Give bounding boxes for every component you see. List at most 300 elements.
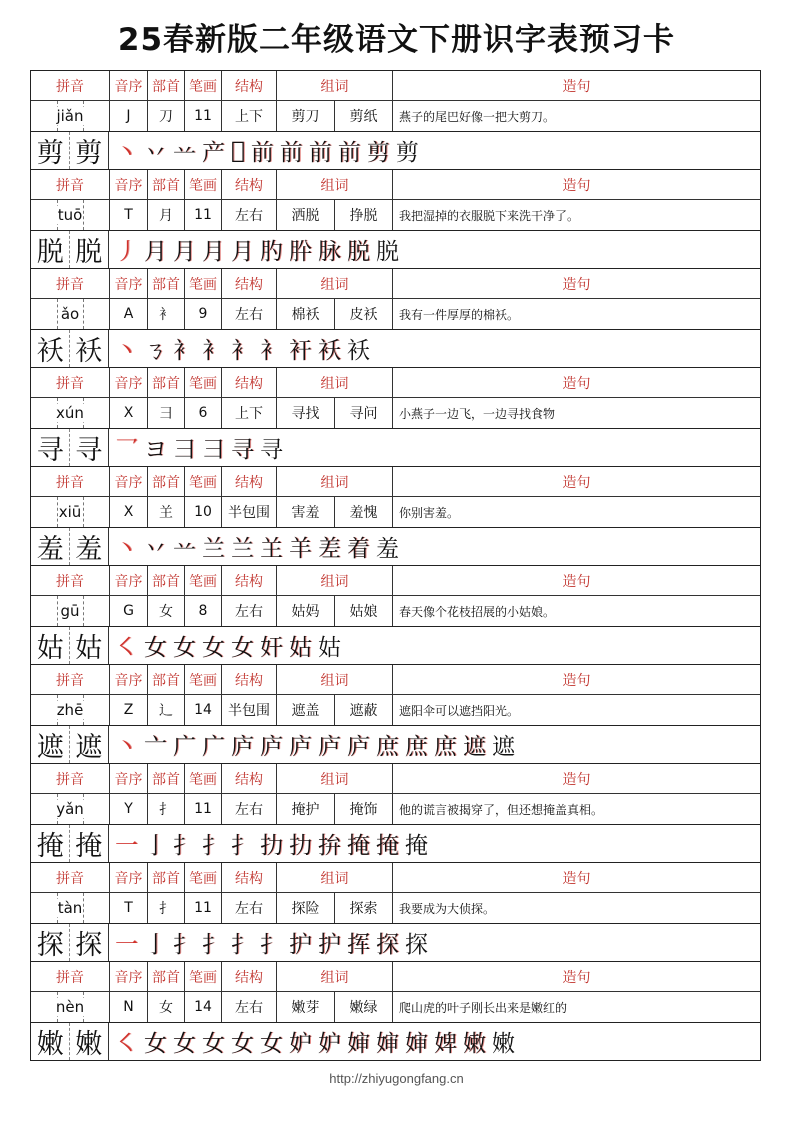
header-row [31, 863, 760, 893]
stroke-count: 10 [184, 497, 221, 527]
word-2: 嫩绿 [334, 992, 392, 1022]
word-1: 害羞 [276, 497, 334, 527]
word-2: 皮袄 [334, 299, 392, 329]
stroke-step-glyph: 羊 [289, 536, 312, 562]
stroke-step-glyph: 亅 [144, 833, 167, 859]
radical: 女 [147, 992, 184, 1022]
header-structure: 结构 [221, 764, 276, 793]
header-radical: 部首 [147, 467, 184, 496]
header-strokes: 笔画 [184, 863, 221, 892]
stroke-step [463, 728, 486, 761]
stroke-step [289, 728, 312, 761]
stroke-step [376, 1025, 399, 1058]
stroke-step [318, 629, 341, 662]
stroke-step-glyph: 扐 [289, 833, 312, 859]
stroke-step-glyph: 护 [318, 932, 341, 958]
header-row [31, 71, 760, 101]
info-row [31, 992, 760, 1023]
char-display [31, 627, 109, 664]
stroke-step [318, 926, 341, 959]
radical: 刀 [147, 101, 184, 131]
stroke-step-glyph: 女 [144, 635, 167, 661]
stroke-step [202, 134, 225, 167]
stroke-order-row [31, 924, 760, 961]
stroke-step-glyph: 拚 [318, 833, 341, 859]
header-pinyin: 拼音 [56, 177, 84, 194]
char-display [31, 528, 109, 565]
stroke-step-glyph: 衦 [289, 338, 312, 364]
structure: 左右 [221, 992, 276, 1022]
char-glyph: 姑 [75, 633, 103, 664]
word-1: 遮盖 [276, 695, 334, 725]
stroke-step [434, 728, 457, 761]
stroke-steps [109, 629, 341, 662]
stroke-order-row [31, 330, 760, 367]
stroke-step [318, 827, 341, 860]
pinyin-cell [31, 497, 109, 527]
stroke-step-glyph: 女 [231, 1031, 254, 1057]
stroke-step [280, 134, 303, 167]
order-letter: G [109, 596, 147, 626]
stroke-step-glyph: 探 [405, 932, 428, 958]
stroke-step-glyph: 羞 [376, 536, 399, 562]
stroke-step [260, 233, 283, 266]
header-sentence: 造句 [392, 566, 760, 595]
header-order: 音序 [109, 269, 147, 298]
stroke-step-glyph: 女 [173, 1031, 196, 1057]
header-row [31, 269, 760, 299]
header-order: 音序 [109, 764, 147, 793]
stroke-step-glyph: 女 [202, 1031, 225, 1057]
stroke-step [115, 1025, 138, 1058]
char-glyph: 掩 [36, 831, 64, 862]
order-letter: N [109, 992, 147, 1022]
stroke-step-glyph: 产 [202, 140, 225, 166]
header-structure: 结构 [221, 566, 276, 595]
char-glyph: 寻 [75, 435, 103, 466]
char-block [31, 664, 760, 763]
stroke-count: 11 [184, 893, 221, 923]
stroke-step [289, 1025, 312, 1058]
stroke-step [173, 827, 196, 860]
stroke-step-glyph: 衤 [260, 338, 283, 364]
char-glyph: 剪 [75, 138, 103, 169]
stroke-step-glyph: 姑 [318, 635, 341, 661]
stroke-step [173, 233, 196, 266]
header-pinyin: 拼音 [56, 375, 84, 392]
header-radical: 部首 [147, 665, 184, 694]
stroke-step [115, 926, 138, 959]
header-pinyin: 拼音 [56, 771, 84, 788]
stroke-step-glyph: 脱 [347, 239, 370, 265]
char-glyph: 掩 [75, 831, 103, 862]
info-row [31, 596, 760, 627]
pinyin: tuō [57, 206, 83, 224]
header-row [31, 764, 760, 794]
stroke-step [289, 827, 312, 860]
stroke-step-glyph: 探 [376, 932, 399, 958]
stroke-step-glyph: 扌 [260, 932, 283, 958]
stroke-step-glyph: 女 [231, 635, 254, 661]
header-sentence: 造句 [392, 269, 760, 298]
char-block [31, 169, 760, 268]
char-block [31, 961, 760, 1060]
stroke-step-glyph: 袄 [347, 338, 370, 364]
stroke-step-glyph: 丷 [144, 536, 167, 562]
pinyin: ǎo [60, 305, 80, 323]
header-pinyin: 拼音 [56, 78, 84, 95]
header-order: 音序 [109, 863, 147, 892]
stroke-count: 11 [184, 101, 221, 131]
stroke-step-glyph: 掩 [376, 833, 399, 859]
structure: 左右 [221, 596, 276, 626]
stroke-step [367, 134, 390, 167]
stroke-step [260, 530, 283, 563]
pinyin-cell [31, 794, 109, 824]
header-row [31, 962, 760, 992]
word-1: 寻找 [276, 398, 334, 428]
info-row [31, 101, 760, 132]
stroke-step-glyph: 妒 [289, 1031, 312, 1057]
pinyin-cell [31, 398, 109, 428]
word-1: 掩护 [276, 794, 334, 824]
stroke-step [144, 1025, 167, 1058]
char-glyph: 遮 [75, 732, 103, 763]
char-display [31, 924, 109, 961]
info-row [31, 200, 760, 231]
stroke-order-row [31, 528, 760, 565]
stroke-step [347, 926, 370, 959]
stroke-step [289, 530, 312, 563]
stroke-step [173, 926, 196, 959]
stroke-step [289, 233, 312, 266]
stroke-step [115, 233, 138, 266]
header-words: 组词 [276, 764, 392, 793]
char-display [31, 1023, 109, 1060]
stroke-step [231, 728, 254, 761]
header-strokes: 笔画 [184, 764, 221, 793]
stroke-step [376, 233, 399, 266]
stroke-step-glyph: 𦍌 [260, 536, 283, 562]
stroke-step [115, 827, 138, 860]
stroke-order-row [31, 1023, 760, 1060]
stroke-step-glyph: 寻 [260, 437, 283, 463]
stroke-step [309, 134, 332, 167]
stroke-step-glyph: 剪 [366, 140, 390, 166]
stroke-step-glyph: 庐 [260, 734, 283, 760]
stroke-step-glyph: 肑 [260, 239, 283, 265]
stroke-step-glyph: 寻 [231, 437, 254, 463]
char-block [31, 367, 760, 466]
pinyin: jiǎn [56, 107, 84, 125]
char-glyph: 探 [75, 930, 103, 961]
header-row [31, 467, 760, 497]
stroke-step-glyph: 婶 [347, 1031, 370, 1057]
stroke-step [318, 1025, 341, 1058]
stroke-step [173, 134, 196, 167]
header-strokes: 笔画 [184, 665, 221, 694]
char-glyph: 姑 [36, 633, 64, 664]
char-display [31, 726, 109, 763]
stroke-step [338, 134, 361, 167]
char-display [31, 429, 109, 466]
pinyin-cell [31, 695, 109, 725]
header-words: 组词 [276, 863, 392, 892]
char-glyph: 遮 [36, 732, 64, 763]
stroke-step [173, 629, 196, 662]
example-sentence: 我有一件厚厚的棉袄。 [392, 299, 760, 329]
char-block [31, 565, 760, 664]
stroke-step-glyph: 广 [173, 734, 196, 760]
stroke-step [405, 728, 428, 761]
structure: 左右 [221, 794, 276, 824]
header-sentence: 造句 [392, 863, 760, 892]
order-letter: J [109, 101, 147, 131]
stroke-step-glyph: 剪 [395, 140, 419, 166]
stroke-step-glyph: 丶 [115, 734, 138, 760]
stroke-step-glyph: 庐 [318, 734, 341, 760]
stroke-step-glyph: 扌 [202, 833, 225, 859]
header-radical: 部首 [147, 170, 184, 199]
header-radical: 部首 [147, 269, 184, 298]
stroke-step-glyph: 扐 [260, 833, 283, 859]
stroke-step [434, 1025, 457, 1058]
header-pinyin: 拼音 [56, 672, 84, 689]
char-glyph: 剪 [36, 138, 64, 169]
stroke-order-row [31, 231, 760, 268]
stroke-step-glyph: 亠 [144, 734, 167, 760]
stroke-step-glyph: 衤 [173, 338, 196, 364]
stroke-step [405, 827, 428, 860]
stroke-step-glyph: 前 [250, 140, 274, 166]
stroke-step-glyph: 女 [260, 1031, 283, 1057]
stroke-step-glyph: 扌 [173, 932, 196, 958]
stroke-step-glyph: 彐 [173, 437, 196, 463]
char-glyph: 寻 [36, 435, 64, 466]
header-words: 组词 [276, 368, 392, 397]
stroke-step-glyph: 𫇧 [231, 137, 245, 164]
stroke-step-glyph: 掩 [405, 833, 428, 859]
stroke-step-glyph: 月 [144, 239, 167, 265]
info-row [31, 398, 760, 429]
header-order: 音序 [109, 566, 147, 595]
stroke-step [115, 134, 138, 167]
stroke-step [144, 827, 167, 860]
stroke-step-glyph: 衤 [231, 338, 254, 364]
pinyin-cell [31, 596, 109, 626]
header-pinyin: 拼音 [56, 276, 84, 293]
stroke-step [260, 728, 283, 761]
structure: 半包围 [221, 497, 276, 527]
header-row [31, 170, 760, 200]
radical: 女 [147, 596, 184, 626]
stroke-steps [109, 134, 419, 167]
header-structure: 结构 [221, 665, 276, 694]
stroke-step [173, 431, 196, 464]
header-order: 音序 [109, 170, 147, 199]
word-2: 掩饰 [334, 794, 392, 824]
stroke-order-row [31, 627, 760, 664]
stroke-step [492, 1025, 515, 1058]
header-sentence: 造句 [392, 71, 760, 100]
info-row [31, 497, 760, 528]
example-sentence: 你别害羞。 [392, 497, 760, 527]
word-2: 遮蔽 [334, 695, 392, 725]
stroke-step-glyph: 挥 [347, 932, 370, 958]
stroke-step-glyph: 兰 [231, 536, 254, 562]
stroke-step-glyph: 嫩 [463, 1031, 486, 1057]
stroke-step-glyph: 前 [308, 140, 332, 166]
preview-card-table [30, 70, 761, 1061]
stroke-step [231, 332, 254, 365]
stroke-step [289, 926, 312, 959]
header-row [31, 368, 760, 398]
stroke-steps [109, 728, 515, 761]
header-structure: 结构 [221, 962, 276, 991]
order-letter: Y [109, 794, 147, 824]
example-sentence: 爬山虎的叶子刚长出来是嫩红的 [392, 992, 760, 1022]
word-1: 棉袄 [276, 299, 334, 329]
pinyin: gū [60, 602, 80, 620]
stroke-step [376, 728, 399, 761]
char-glyph: 羞 [36, 534, 64, 565]
stroke-step [347, 728, 370, 761]
order-letter: X [109, 497, 147, 527]
stroke-step-glyph: 婶 [405, 1031, 428, 1057]
stroke-step [318, 728, 341, 761]
order-letter: T [109, 893, 147, 923]
example-sentence: 我要成为大侦探。 [392, 893, 760, 923]
stroke-step [202, 233, 225, 266]
order-letter: Z [109, 695, 147, 725]
stroke-step [260, 1025, 283, 1058]
char-glyph: 羞 [75, 534, 103, 565]
stroke-step-glyph: 䒑 [173, 140, 196, 166]
order-letter: T [109, 200, 147, 230]
stroke-step [463, 1025, 486, 1058]
stroke-step [144, 530, 167, 563]
header-pinyin: 拼音 [56, 870, 84, 887]
stroke-step-glyph: 一 [115, 932, 138, 958]
char-glyph: 袄 [75, 336, 103, 367]
header-words: 组词 [276, 269, 392, 298]
stroke-step [202, 728, 225, 761]
header-strokes: 笔画 [184, 71, 221, 100]
stroke-step-glyph: 䒑 [173, 536, 196, 562]
header-sentence: 造句 [392, 368, 760, 397]
stroke-step [231, 233, 254, 266]
stroke-step-glyph: 妒 [318, 1031, 341, 1057]
stroke-step [144, 233, 167, 266]
header-words: 组词 [276, 170, 392, 199]
stroke-count: 11 [184, 200, 221, 230]
stroke-step-glyph: 兰 [202, 536, 225, 562]
example-sentence: 小燕子一边飞，一边寻找食物 [392, 398, 760, 428]
stroke-step [115, 629, 138, 662]
stroke-step-glyph: 奸 [260, 635, 283, 661]
pinyin: nèn [55, 998, 85, 1016]
stroke-step-glyph: 彐 [202, 437, 225, 463]
stroke-step [231, 138, 245, 164]
stroke-step-glyph: 一 [115, 833, 138, 859]
word-2: 姑娘 [334, 596, 392, 626]
stroke-step [144, 134, 167, 167]
stroke-step [347, 1025, 370, 1058]
stroke-order-row [31, 429, 760, 466]
structure: 左右 [221, 299, 276, 329]
char-display [31, 132, 109, 169]
stroke-step [492, 728, 515, 761]
header-words: 组词 [276, 71, 392, 100]
header-pinyin: 拼音 [56, 474, 84, 491]
header-structure: 结构 [221, 269, 276, 298]
stroke-step [376, 530, 399, 563]
stroke-step-glyph: 扌 [202, 932, 225, 958]
page-title: 25春新版二年级语文下册识字表预习卡 [117, 22, 676, 58]
pinyin-cell [31, 101, 109, 131]
stroke-step [289, 332, 312, 365]
radical: 辶 [147, 695, 184, 725]
stroke-step [144, 431, 167, 464]
header-structure: 结构 [221, 467, 276, 496]
example-sentence: 他的谎言被揭穿了，但还想掩盖真相。 [392, 794, 760, 824]
radical: 𦍌 [147, 497, 184, 527]
stroke-step-glyph: ㄋ [144, 338, 167, 364]
pinyin-cell [31, 992, 109, 1022]
header-row [31, 566, 760, 596]
header-words: 组词 [276, 962, 392, 991]
pinyin-cell [31, 893, 109, 923]
radical: 扌 [147, 794, 184, 824]
char-glyph: 脱 [75, 237, 103, 268]
header-pinyin: 拼音 [56, 969, 84, 986]
char-glyph: 脱 [36, 237, 64, 268]
structure: 左右 [221, 893, 276, 923]
stroke-step-glyph: 前 [337, 140, 361, 166]
stroke-step [260, 926, 283, 959]
radical: 彐 [147, 398, 184, 428]
stroke-step-glyph: 遮 [463, 734, 486, 760]
stroke-step-glyph: 丶 [115, 338, 138, 364]
radical: 扌 [147, 893, 184, 923]
stroke-step-glyph: 亅 [144, 932, 167, 958]
header-strokes: 笔画 [184, 566, 221, 595]
stroke-steps [109, 431, 283, 464]
radical: 月 [147, 200, 184, 230]
header-pinyin: 拼音 [56, 573, 84, 590]
word-1: 姑妈 [276, 596, 334, 626]
stroke-step [144, 728, 167, 761]
stroke-step-glyph: 庶 [434, 734, 457, 760]
stroke-step [231, 629, 254, 662]
char-glyph: 袄 [36, 336, 64, 367]
stroke-step-glyph: 嫩 [492, 1031, 515, 1057]
stroke-step-glyph: 庶 [405, 734, 428, 760]
word-1: 洒脱 [276, 200, 334, 230]
stroke-step-glyph: 女 [173, 635, 196, 661]
header-words: 组词 [276, 665, 392, 694]
word-2: 羞愧 [334, 497, 392, 527]
header-radical: 部首 [147, 566, 184, 595]
structure: 左右 [221, 200, 276, 230]
char-display [31, 825, 109, 862]
stroke-step [318, 332, 341, 365]
stroke-step-glyph: ㇛ [115, 635, 138, 661]
stroke-step-glyph: 掩 [347, 833, 370, 859]
char-display [31, 330, 109, 367]
pinyin-cell [31, 200, 109, 230]
stroke-step [115, 332, 138, 365]
